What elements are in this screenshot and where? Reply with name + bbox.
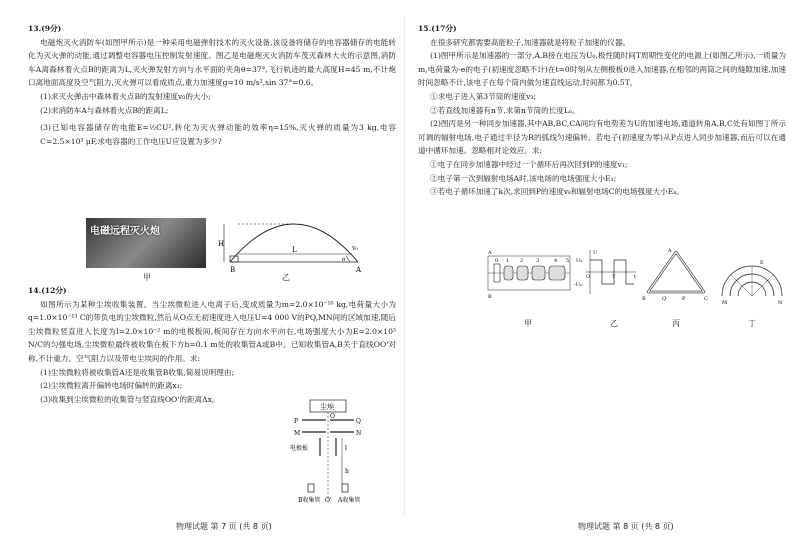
label-T: T xyxy=(612,274,616,280)
q15-part1: (1)图甲所示是加速器的一部分,A,B接在电压为U₀,极性随时间T周期性变化的电源上(如图乙所示),一质量为m,电荷量为-e的电子(初速度忽略不计)在t=0时刻从左侧极板0进入加速器,在相邻的两筒之间的缝隙加速,加速时间忽略不计,该电子在每个筒内做匀速直线运动,时间都为0.5T。 xyxy=(418,51,786,88)
label-dust: 尘埃 xyxy=(320,403,334,411)
tube-label-3: 3 xyxy=(536,258,540,264)
fig-label-jia-right: 甲 xyxy=(524,319,532,328)
right-page xyxy=(418,22,786,199)
tube-A xyxy=(342,484,348,492)
label-t: t xyxy=(634,274,637,280)
label-negU0: -U₀ xyxy=(574,282,582,288)
q14-block xyxy=(28,284,396,406)
voltage-waveform xyxy=(574,250,636,294)
fig-label-jia: 甲 xyxy=(143,273,151,282)
q13-sub2: (2)求消防车A与森林着火点B的距离L; xyxy=(40,105,169,115)
q15-part2b: ②电子第一次到辐射电场A时,该电场的电场强度大小E₁; xyxy=(430,173,617,183)
label-v0: v₀ xyxy=(352,245,358,252)
dust-collector-diagram xyxy=(288,398,368,504)
q15-header: 15.(17分) xyxy=(418,24,457,33)
label-M: M xyxy=(294,430,301,437)
q14-sub2: (2)尘埃微粒离开偏转电场时偏转的距离x₁; xyxy=(40,381,183,391)
label-h: h xyxy=(345,468,349,475)
label-A-jia: A xyxy=(488,250,492,256)
fig-label-ding: 丁 xyxy=(748,319,756,328)
q13-header: 13.(9分) xyxy=(28,24,62,33)
label-A-bing: A xyxy=(668,248,672,254)
page-divider xyxy=(404,16,405,516)
label-N-ding: N xyxy=(778,300,783,306)
q14-body: 如图所示为某种尘埃收集装置。当尘埃微粒进入电离子后,变成质量为m=2.0×10⁻¹⁰ kg,电荷量大小为q=1.0×10⁻¹³ C的带负电的尘埃微粒,然后从O点无初速度进入电压U=4 000 V的PQ,MN间的区域加速,随后尘埃微粒竖直进入长度为l=2.0×10⁻² m的电极板间,板间存在方向水平向右,电场强度大小为E=2.0×10⁵ N/C的匀强电场,尘埃微粒最终被收集在板下方h=0.1 m处的收集管A或B中。已知收集管A,B关于直线OO'对称,不计重力、空气阻力以及带电尘埃间的作用。求: xyxy=(28,299,396,363)
fig-label-bing: 丙 xyxy=(672,319,680,328)
trajectory-diagram xyxy=(218,212,366,274)
q15-part2: (2)图丙是另一种同步加速器,其中AB,BC,CA间均有电势差为U的加速电场,通道转角A,B,C处有如图丁所示可调的辐射电场,电子通过半径为R的弧线匀速偏转。若电子(初速度为零)从P点进入同步加速器,而后可以在通道中循环加速。忽略相对论效应。求: xyxy=(418,119,786,156)
label-U: U xyxy=(593,250,598,256)
q13-sub1: (1)求灭火弹击中森林着火点B的发射速度v₀的大小; xyxy=(40,91,211,101)
label-A: A xyxy=(356,266,362,274)
label-E: E xyxy=(760,260,764,266)
q15-part1b: ②若直线加速器有n节,求第n节筒的长度Lₙ。 xyxy=(430,105,580,115)
label-C-bing: C xyxy=(704,296,708,302)
fig-label-yi-right: 乙 xyxy=(610,319,618,328)
label-L: L xyxy=(292,246,297,254)
radial-field-figure xyxy=(722,260,783,306)
drift-tube-figure xyxy=(487,250,570,300)
label-theta: θ xyxy=(342,257,346,263)
label-B-bing: B xyxy=(642,296,646,302)
footer-right: 物理试题 第 8 页 (共 8 页) xyxy=(578,522,674,531)
trajectory-arc xyxy=(230,224,358,262)
tube-label-5: 5 xyxy=(566,258,570,264)
label-B: B xyxy=(230,266,236,274)
tube-label-1: 1 xyxy=(506,258,510,264)
q14-header: 14.(12分) xyxy=(28,286,67,295)
accelerator-diagrams xyxy=(486,246,786,316)
q13-body: 电磁炮灭火消防车(如图甲所示)是一种采用电磁弹射技术的灭火设备,该设备将储存的电容器储存的电能转化为灭火弹的动能,通过调整电容器电压控制发射速度。图乙是电磁炮灭火消防车茂灭森林大火的示意图,消防车A离森林着火点B的距离为L,灭火弹发射方向与水平面的夹角θ=37°,飞行轨迹的最大高度H=45 m,不计炮口离地面高度及空气阻力,灭火弹可以看成质点,重力加速度g=10 m/s²,sin 37°=0.6。 xyxy=(28,37,396,88)
q13-sub3: (3)已知电容器储存的电能E=½CU²,转化为灭火弹动能的效率η=15%,灭火弹的质量为3 kg,电容C=2.5×10³ μF,求电容器的工作电压U应设置为多少? xyxy=(40,123,396,146)
photo-caption: 电磁远程灭火炮 xyxy=(90,226,160,237)
tube-label-2: 2 xyxy=(520,258,524,264)
q14-sub3: (3)收集到尘埃微粒的收集管与竖直线OO'的距离Δx。 xyxy=(40,394,220,404)
tube-label-0: 0 xyxy=(495,258,499,264)
tube-B xyxy=(308,484,314,492)
label-A-tube: A收集管 xyxy=(338,497,361,504)
label-Q-bing: Q xyxy=(662,296,667,302)
label-B-jia: B xyxy=(488,294,492,300)
tube-label-4: 4 xyxy=(554,258,558,264)
label-plate: 电极板 xyxy=(290,445,309,452)
q14-sub1: (1)尘埃微粒将被收集管A还是收集管B收集,简易说明理由; xyxy=(40,367,235,377)
q15-part2c: ③若电子循环加速了k次,求回到P的速度vₖ和辐射电场C的电场强度大小Eₖ。 xyxy=(430,187,684,197)
label-O2: O' xyxy=(325,497,332,504)
fire-truck-photo xyxy=(86,218,206,268)
label-N: N xyxy=(356,430,362,437)
q15-part1a: ①求电子进入第3节筒的速度v₃; xyxy=(430,91,537,101)
label-Q: Q xyxy=(356,418,361,425)
label-O: O xyxy=(330,413,335,420)
label-B-tube: B收集管 xyxy=(298,497,321,504)
fig-label-yi: 乙 xyxy=(282,273,290,282)
launch-direction xyxy=(346,256,350,262)
left-page xyxy=(28,22,396,148)
label-O-yi: O xyxy=(586,274,591,280)
footer-left: 物理试题 第 7 页 (共 8 页) xyxy=(176,522,272,531)
label-H: H xyxy=(218,240,225,248)
label-U0: U₀ xyxy=(576,258,583,264)
q15-part2a: ①电子在同步加速器中经过一个循环后再次回到P的速度v₁; xyxy=(430,159,628,169)
label-M-ding: M xyxy=(722,300,728,306)
label-P-bing: P xyxy=(682,296,686,302)
triangle-synchrotron xyxy=(642,248,708,302)
label-P: P xyxy=(294,418,299,425)
q15-intro: 在很多研究都需要高能粒子,加速器就是将粒子加速的仪器。 xyxy=(430,37,631,47)
label-l: l xyxy=(345,445,347,452)
